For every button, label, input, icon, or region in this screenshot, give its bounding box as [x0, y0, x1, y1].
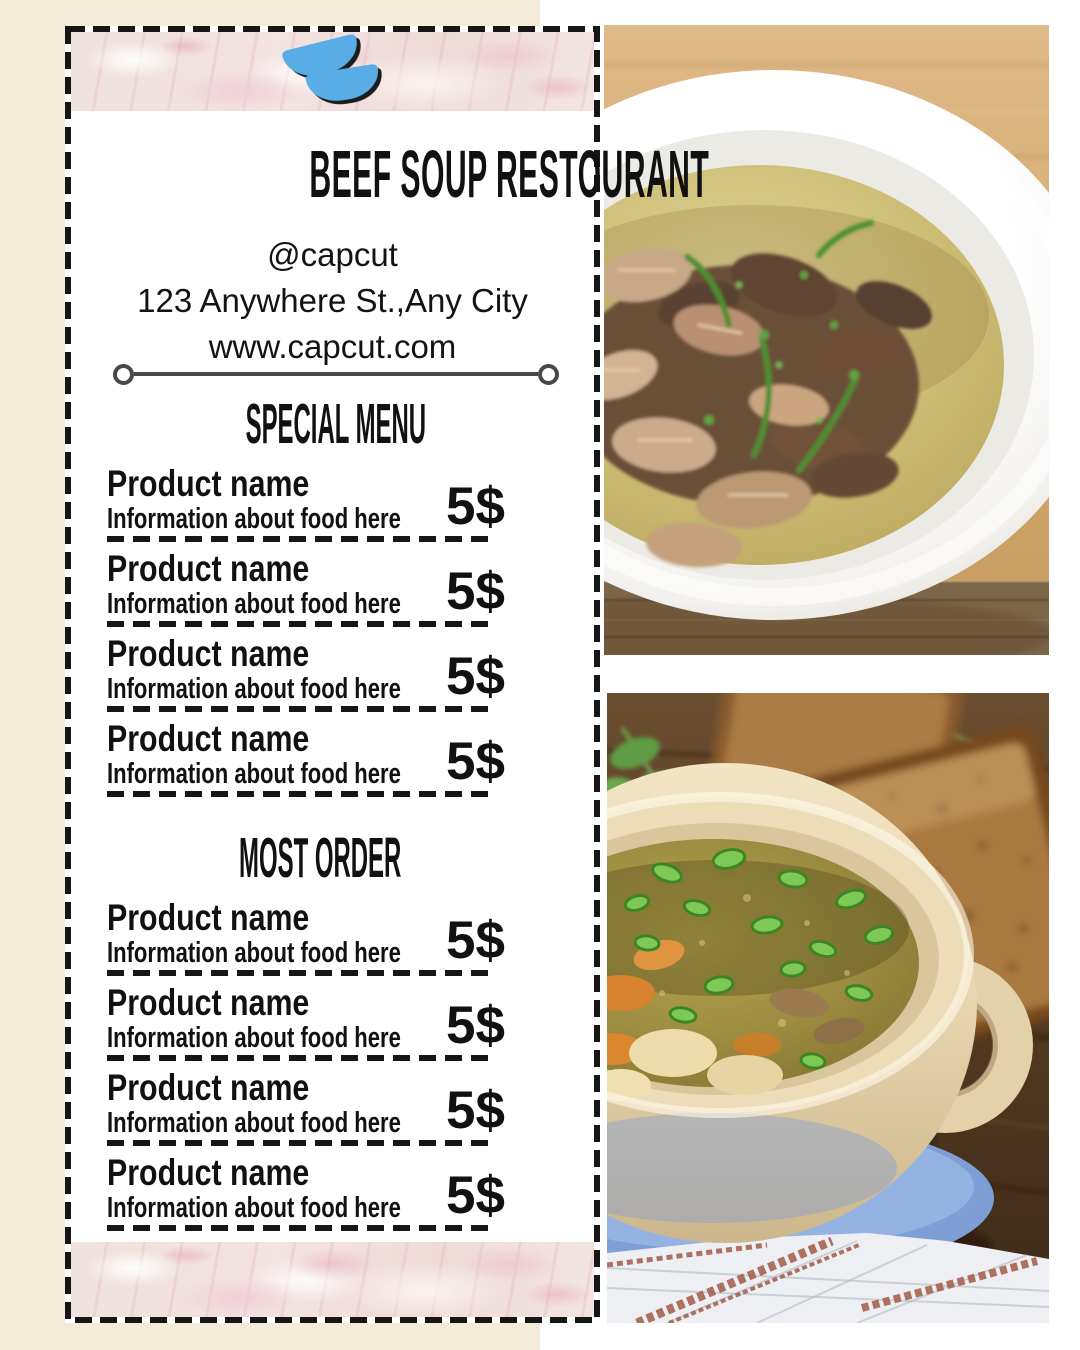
product-price: 5$ — [446, 477, 505, 536]
product-name: Product name — [107, 1152, 310, 1193]
contact-block — [65, 232, 600, 370]
dashed-separator — [107, 1140, 497, 1146]
product-name: Product name — [107, 1067, 310, 1108]
product-price: 5$ — [446, 911, 505, 970]
product-price: 5$ — [446, 996, 505, 1055]
section-heading-text: MOST ORDER — [238, 826, 402, 890]
product-name: Product name — [107, 718, 310, 759]
menu-item — [107, 894, 505, 979]
product-price: 5$ — [446, 732, 505, 791]
product-info: Information about food here — [107, 673, 401, 705]
product-price: 5$ — [446, 1081, 505, 1140]
dashed-separator — [107, 791, 497, 797]
section-heading-text: SPECIAL MENU — [245, 392, 427, 456]
social-handle: @capcut — [267, 236, 398, 273]
product-info: Information about food here — [107, 937, 401, 969]
product-info: Information about food here — [107, 588, 401, 620]
dashed-separator — [107, 536, 497, 542]
menu-items — [107, 894, 505, 1234]
product-info: Information about food here — [107, 1107, 401, 1139]
product-info: Information about food here — [107, 758, 401, 790]
product-name: Product name — [107, 548, 310, 589]
menu-item — [107, 1064, 505, 1149]
section-special-menu — [107, 392, 505, 800]
product-price: 5$ — [446, 647, 505, 706]
product-info: Information about food here — [107, 1192, 401, 1224]
divider-rule — [134, 372, 538, 376]
menu-items — [107, 460, 505, 800]
plaster-texture-top — [71, 32, 594, 111]
beef-soup-photo — [604, 25, 1049, 655]
product-name: Product name — [107, 897, 310, 938]
product-price: 5$ — [446, 1166, 505, 1225]
product-name: Product name — [107, 463, 310, 504]
menu-item — [107, 545, 505, 630]
dashed-separator — [107, 706, 497, 712]
dashed-separator — [107, 970, 497, 976]
divider-line — [113, 367, 559, 381]
restaurant-title — [65, 130, 710, 220]
menu-item — [107, 630, 505, 715]
dashed-separator — [107, 621, 497, 627]
product-name: Product name — [107, 982, 310, 1023]
menu-item — [107, 1149, 505, 1234]
section-most-order — [107, 826, 505, 1234]
restaurant-title-text: BEEF SOUP RESTOURANT — [309, 137, 710, 212]
section-heading — [121, 392, 519, 456]
soup-cup-photo — [607, 693, 1049, 1323]
product-price: 5$ — [446, 562, 505, 621]
plaster-texture-bottom — [71, 1242, 594, 1317]
menu-card — [65, 26, 710, 1323]
divider-right-dot — [538, 364, 559, 385]
divider-left-dot — [113, 364, 134, 385]
menu-item — [107, 460, 505, 545]
menu-item — [107, 715, 505, 800]
address: 123 Anywhere St.,Any City — [137, 282, 528, 319]
website: www.capcut.com — [208, 328, 457, 365]
product-info: Information about food here — [107, 503, 401, 535]
section-heading — [121, 826, 519, 890]
bowl-logo-icon — [284, 40, 384, 102]
product-name: Product name — [107, 633, 310, 674]
dashed-separator — [107, 1055, 497, 1061]
menu-item — [107, 979, 505, 1064]
product-info: Information about food here — [107, 1022, 401, 1054]
dashed-separator — [107, 1225, 497, 1231]
